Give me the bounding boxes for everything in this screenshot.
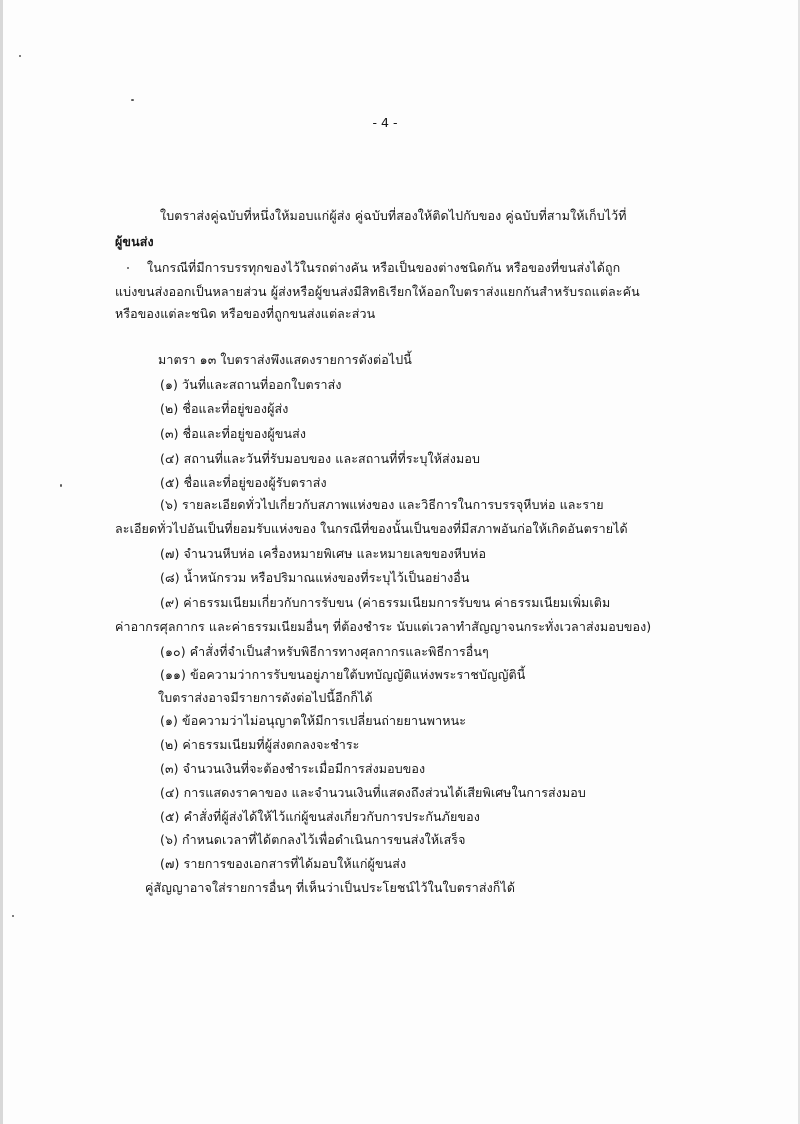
scan-speck: [127, 267, 129, 269]
paragraph-2-line-3: หรือของแต่ละชนิด หรือของที่ถูกขนส่งแต่ละส่วน: [115, 306, 376, 321]
section-13-item: (๒) ชื่อและที่อยู่ของผู้ส่ง: [160, 401, 289, 416]
optional-item: (๗) รายการของเอกสารที่ได้มอบให้แก่ผู้ขนส่ง: [160, 856, 407, 871]
optional-items-heading: ใบตราส่งอาจมีรายการดังต่อไปนี้อีกก็ได้: [158, 690, 373, 705]
scan-edge-left: [0, 0, 3, 1124]
scan-speck: [12, 915, 14, 917]
section-13-item: (๑) วันที่และสถานที่ออกใบตราส่ง: [160, 377, 342, 392]
section-13-item: (๗) จำนวนหีบห่อ เครื่องหมายพิเศษ และหมายเลขของหีบห่อ: [160, 546, 487, 561]
section-13-item: (๓) ชื่อและที่อยู่ของผู้ขนส่ง: [160, 426, 307, 441]
optional-item: (๑) ข้อความว่าไม่อนุญาตให้มีการเปลี่ยนถ่ายยานพาหนะ: [160, 713, 467, 728]
paragraph-2-line-2: แบ่งขนส่งออกเป็นหลายส่วน ผู้ส่งหรือผู้ขนส่งมีสิทธิเรียกให้ออกใบตราส่งแยกกันสำหรับรถแต่ละคัน: [115, 284, 640, 299]
section-13-item: (๖) รายละเอียดทั่วไปเกี่ยวกับสภาพแห่งของ และวิธีการในการบรรจุหีบห่อ และราย: [160, 497, 604, 512]
section-13-heading: มาตรา ๑๓ ใบตราส่งพึงแสดงรายการดังต่อไปนี้: [158, 352, 412, 367]
scan-speck: [60, 484, 62, 487]
section-13-item: (๔) สถานที่และวันที่รับมอบของ และสถานที่ที่ระบุให้ส่งมอบ: [160, 451, 480, 466]
section-13-item-continuation: ค่าอากรศุลกากร และค่าธรรมเนียมอื่นๆ ที่ต้องชำระ นับแต่เวลาทำสัญญาจนกระทั่งเวลาส่งมอบของ): [115, 619, 652, 634]
scan-speck: [19, 55, 21, 57]
optional-item: (๓) จำนวนเงินที่จะต้องชำระเมื่อมีการส่งมอบของ: [160, 761, 426, 776]
scan-speck: [131, 99, 134, 101]
page-number: - 4 -: [372, 115, 398, 130]
section-13-item: (๘) น้ำหนักรวม หรือปริมาณแห่งของที่ระบุไว้เป็นอย่างอื่น: [160, 570, 470, 585]
section-13-item-continuation: ละเอียดทั่วไปอันเป็นที่ยอมรับแห่งของ ในกรณีที่ของนั้นเป็นของที่มีสภาพอันก่อให้เกิดอันตรายได้: [115, 521, 628, 536]
optional-item: (๔) การแสดงราคาของ และจำนวนเงินที่แสดงถึงส่วนได้เสียพิเศษในการส่งมอบ: [160, 785, 586, 800]
optional-item: (๕) คำสั่งที่ผู้ส่งได้ให้ไว้แก่ผู้ขนส่งเกี่ยวกับการประกันภัยของ: [160, 809, 480, 824]
section-13-item: (๕) ชื่อและที่อยู่ของผู้รับตราส่ง: [160, 475, 327, 490]
optional-item: (๖) กำหนดเวลาที่ได้ตกลงไว้เพื่อดำเนินการขนส่งให้เสร็จ: [160, 832, 466, 847]
paragraph-1-line-1: ใบตราส่งคู่ฉบับที่หนึ่งให้มอบแก่ผู้ส่ง คู่ฉบับที่สองให้ติดไปกับของ คู่ฉบับที่สามให้เก็บไว้ที่: [160, 208, 627, 223]
optional-item: (๒) ค่าธรรมเนียมที่ผู้ส่งตกลงจะชำระ: [160, 737, 360, 752]
paragraph-1-line-2: ผู้ขนส่ง: [115, 234, 154, 249]
paragraph-2-line-1: ในกรณีที่มีการบรรทุกของไว้ในรถต่างคัน หรือเป็นของต่างชนิดกัน หรือของที่ขนส่งได้ถูก: [147, 260, 621, 275]
section-13-item: (๑๑) ข้อความว่าการรับขนอยู่ภายใต้บทบัญญัติแห่งพระราชบัญญัตินี้: [160, 667, 526, 682]
section-13-item: (๙) ค่าธรรมเนียมเกี่ยวกับการรับขน (ค่าธรรมเนียมการรับขน ค่าธรรมเนียมเพิ่มเติม: [160, 595, 611, 610]
section-13-item: (๑๐) คำสั่งที่จำเป็นสำหรับพิธีการทางศุลกากรและพิธีการอื่นๆ: [160, 644, 489, 659]
closing-sentence: คู่สัญญาอาจใส่รายการอื่นๆ ที่เห็นว่าเป็นประโยชน์ไว้ในใบตราส่งก็ได้: [145, 880, 516, 895]
